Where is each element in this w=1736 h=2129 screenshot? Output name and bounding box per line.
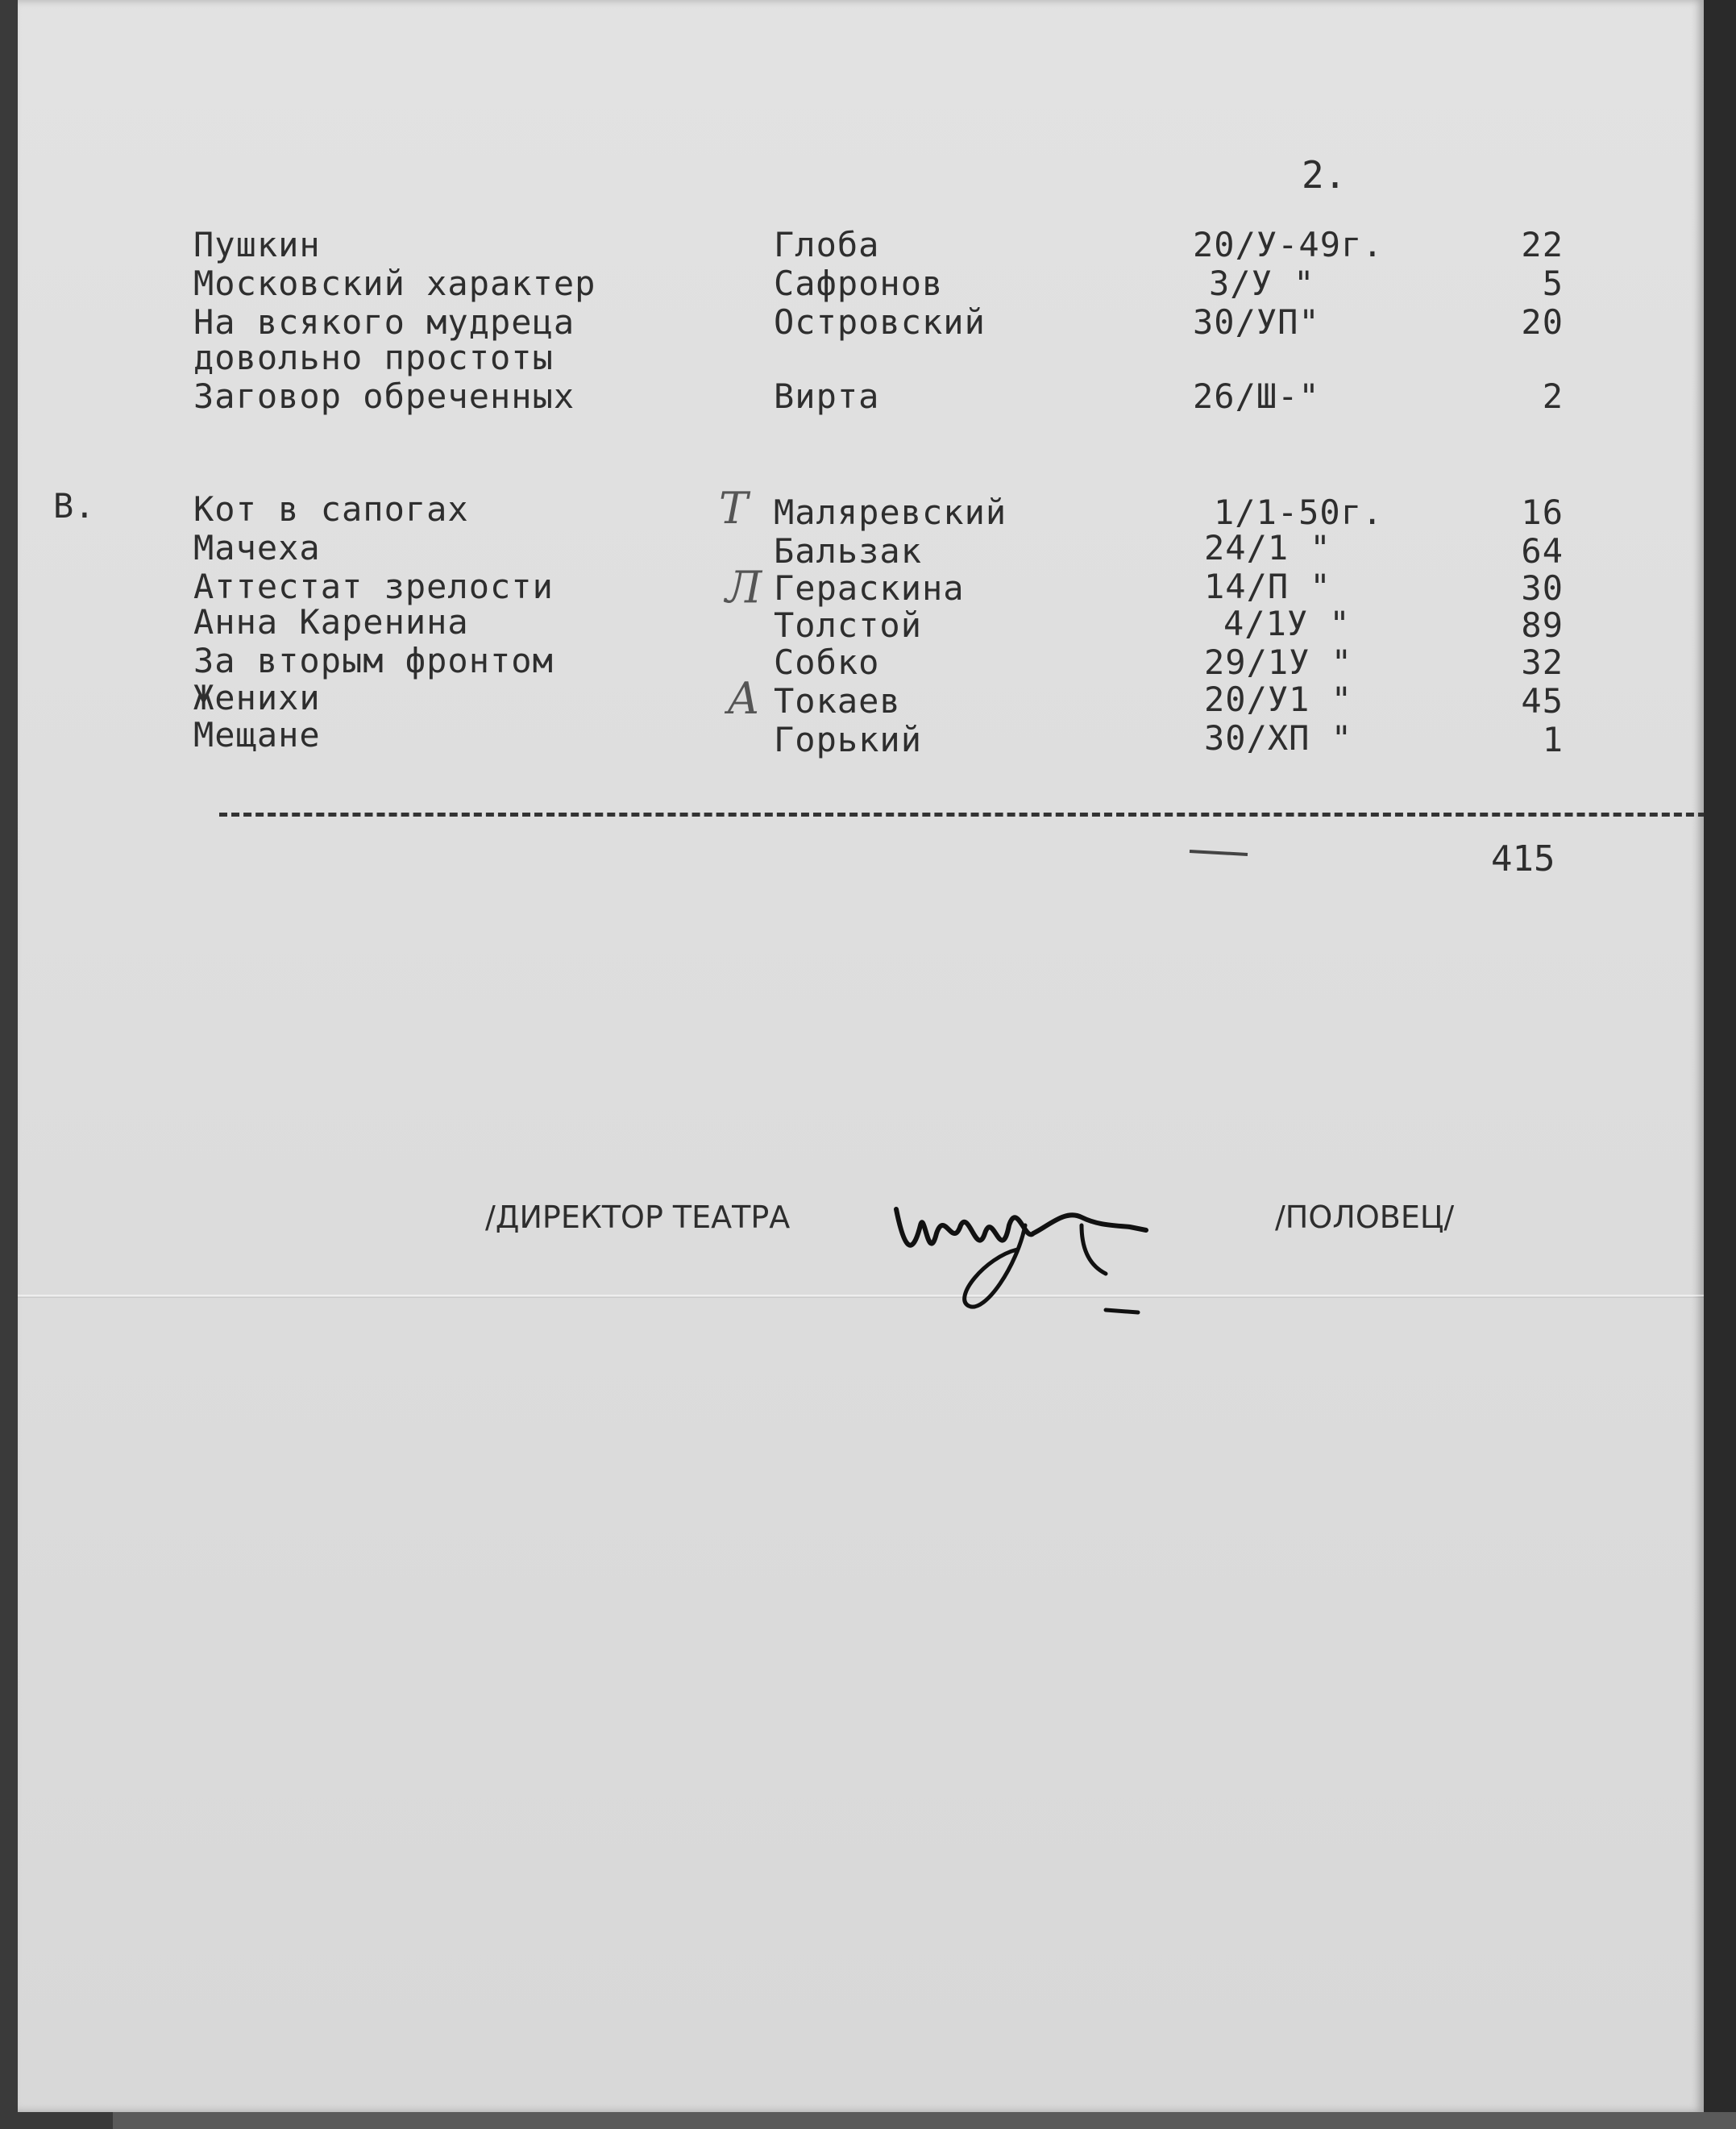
- handwritten-signature: [888, 1177, 1211, 1338]
- margin-mark-l: Л: [725, 562, 762, 613]
- margin-mark-a: А: [727, 673, 760, 724]
- group-2-row-2-date: 24/1 ": [1204, 528, 1331, 568]
- group-1-row-5-title: Заговор обреченных: [193, 376, 575, 416]
- group-2-row-6-date: 20/У1 ": [1204, 680, 1353, 719]
- group-1-row-3-date: 30/УП": [1193, 302, 1320, 342]
- group-2-row-4-author: Толстой: [774, 605, 923, 645]
- group-1-row-1-date: 20/У-49г.: [1193, 225, 1384, 264]
- group-2-row-3-title: Аттестат зрелости: [193, 567, 554, 606]
- group-1-row-1-count: 22: [1521, 225, 1564, 264]
- group-2-row-1-title: Кот в сапогах: [193, 489, 469, 529]
- group-2-label: В.: [53, 486, 96, 526]
- group-2-row-4-count: 89: [1521, 605, 1564, 645]
- group-1-row-1-author: Глоба: [774, 225, 880, 264]
- group-1-row-3-author: Островский: [774, 302, 986, 342]
- group-2-row-7-count: 1: [1542, 720, 1564, 759]
- group-2-row-2-count: 64: [1521, 531, 1564, 571]
- scan-edge-bottom: [113, 2112, 1736, 2129]
- group-1-row-2-date: 3/У ": [1209, 264, 1315, 303]
- group-2-row-3-date: 14/П ": [1204, 567, 1331, 606]
- total-separator-dashes: [219, 813, 1718, 817]
- director-name: /ПОЛОВЕЦ/: [1275, 1200, 1455, 1235]
- grand-total: 415: [1491, 838, 1555, 879]
- group-2-row-3-count: 30: [1521, 568, 1564, 608]
- group-1-row-2-author: Сафронов: [774, 264, 944, 303]
- fold-crease-shadow: [18, 1297, 1704, 1298]
- group-1-row-5-count: 2: [1542, 376, 1564, 416]
- group-2-row-7-title: Мещане: [193, 715, 321, 755]
- group-2-row-7-date: 30/ХП ": [1204, 718, 1353, 758]
- group-1-row-3-title: На всякого мудреца: [193, 302, 575, 342]
- fold-crease: [18, 1295, 1704, 1296]
- group-1-row-5-date: 26/Ш-": [1193, 376, 1320, 416]
- group-2-row-2-author: Бальзак: [774, 531, 923, 571]
- group-1-row-5-author: Вирта: [774, 376, 880, 416]
- group-1-row-1-title: Пушкин: [193, 225, 321, 264]
- group-2-row-4-date: 4/1У ": [1223, 604, 1351, 643]
- scan-edge-right: [1704, 0, 1736, 2129]
- group-2-row-3-author: Гераскина: [774, 568, 965, 608]
- group-2-row-6-title: Женихи: [193, 678, 321, 717]
- group-2-row-4-title: Анна Каренина: [193, 602, 469, 642]
- group-1-row-2-count: 5: [1542, 264, 1564, 303]
- group-2-row-6-count: 45: [1521, 681, 1564, 721]
- margin-mark-t: Т: [719, 483, 749, 534]
- group-2-row-6-author: Токаев: [774, 681, 901, 721]
- group-1-row-4-title: довольно простоты: [193, 338, 554, 377]
- group-2-row-1-count: 16: [1521, 493, 1564, 532]
- director-title: /ДИРЕКТОР ТЕАТРА: [485, 1200, 791, 1235]
- group-2-row-5-title: За вторым фронтом: [193, 641, 554, 680]
- group-2-row-5-date: 29/1У ": [1204, 642, 1353, 682]
- group-1-row-3-count: 20: [1521, 302, 1564, 342]
- pen-stroke: [1186, 846, 1251, 858]
- group-2-row-1-date: 1/1-50г.: [1214, 493, 1384, 532]
- document-page: [18, 0, 1704, 2112]
- group-1-row-2-title: Московский характер: [193, 264, 596, 303]
- group-2-row-7-author: Горький: [774, 720, 923, 759]
- group-2-row-5-count: 32: [1521, 642, 1564, 682]
- group-2-row-5-author: Собко: [774, 642, 880, 682]
- group-2-row-2-title: Мачеха: [193, 528, 321, 568]
- group-2-row-1-author: Маляревский: [774, 493, 1007, 532]
- page-number: 2.: [1302, 153, 1347, 197]
